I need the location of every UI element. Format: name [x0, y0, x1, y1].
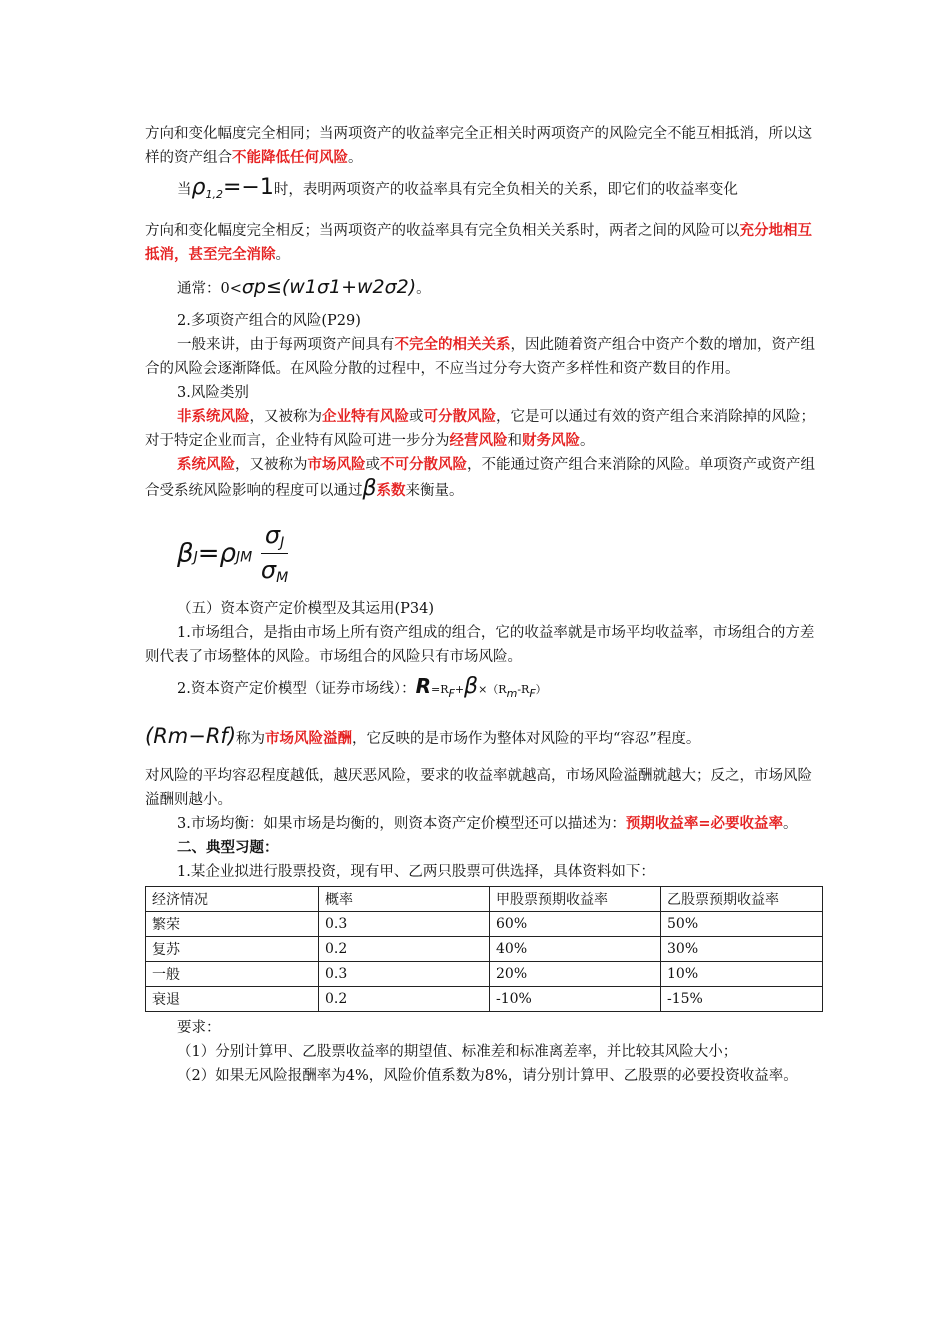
highlight-text: 非系统风险 [177, 409, 250, 425]
returns-table [145, 886, 823, 1012]
text: =R [431, 683, 449, 696]
text: 。 [580, 433, 595, 449]
text: 或 [365, 457, 380, 473]
table-cell: 衰退 [146, 987, 319, 1012]
text: ） [535, 683, 547, 696]
paragraph-portfolio-sigma [145, 267, 825, 309]
paragraph-exercise-intro: 1.某企业拟进行股票投资，现有甲、乙两只股票可供选择，具体资料如下： [177, 864, 655, 880]
math-subscript: 1,2 [205, 188, 223, 201]
math-subscript: m [506, 687, 518, 700]
math-beta: β [177, 538, 194, 569]
math-subscript: JM [236, 549, 253, 566]
text: -R [517, 683, 530, 696]
math-sigma: σ [260, 556, 277, 584]
text: 。 [348, 150, 363, 166]
text: ，因此随着资产组合中资产个数的增加，资产组合的风险会逐渐降低。在风险分散的过程中，不应当过分夸大资产多样性和资产数目的作用。 [145, 337, 815, 377]
table-cell: 20% [490, 962, 661, 987]
math-formula: (Rm−Rf) [145, 724, 237, 748]
heading-capm: （五）资本资产定价模型及其运用(P34) [177, 601, 435, 617]
text: 称为 [236, 731, 266, 747]
math-equals: = [197, 538, 220, 569]
paragraph-positive-correlation [145, 122, 825, 170]
text: ，又被称为 [235, 457, 308, 473]
text: 。 [416, 281, 431, 297]
text: 。 [275, 247, 290, 263]
table-cell: -15% [661, 987, 823, 1012]
table-cell: 一般 [146, 962, 319, 987]
table-cell: 60% [490, 912, 661, 937]
math-sigma: σ [264, 521, 281, 549]
text: 来衡量。 [405, 483, 464, 499]
heading-exercises: 二、典型习题： [177, 840, 279, 856]
paragraph-capm-formula [145, 669, 825, 711]
text: ×（R [478, 683, 507, 696]
highlight-text: 市场风险 [307, 457, 366, 473]
math-fraction [261, 521, 288, 586]
table-row [146, 937, 823, 962]
requirements-title: 要求： [177, 1020, 221, 1036]
text: 时，表明两项资产的收益率具有完全负相关的关系，即它们的收益率变化 [273, 182, 738, 198]
text: 通常：0< [177, 281, 242, 297]
table-cell: 0.3 [319, 962, 490, 987]
highlight-text: 充分地相互抵消，甚至完全消除 [145, 223, 812, 263]
paragraph-systematic-risk [145, 453, 825, 503]
table-cell: 10% [661, 962, 823, 987]
math-formula: σp≤(w1σ1+w2σ2) [241, 276, 417, 298]
text: + [454, 683, 465, 696]
table-cell: 30% [661, 937, 823, 962]
text: ，它反映的是市场作为整体对风险的平均“容忍”程度。 [352, 731, 701, 747]
table-cell: 0.3 [319, 912, 490, 937]
text: 。 [783, 816, 798, 832]
math-rho: ρ [191, 175, 206, 200]
math-r: R [415, 674, 431, 698]
table-cell: 40% [490, 937, 661, 962]
table-row [146, 962, 823, 987]
highlight-text: 不可分散风险 [380, 457, 467, 473]
requirement-item: （1）分别计算甲、乙股票收益率的期望值、标准差和标准离差率，并比较其风险大小； [177, 1044, 738, 1060]
math-subscript: F [529, 687, 536, 700]
table-row [146, 987, 823, 1012]
table-header: 概率 [319, 887, 490, 912]
paragraph-multi-asset [145, 333, 825, 381]
math-subscript: J [280, 535, 285, 551]
highlight-text: 不完全的相关关系 [394, 337, 511, 353]
math-subscript: M [276, 570, 289, 586]
paragraph-full-offset [145, 219, 825, 267]
table-cell: 50% [661, 912, 823, 937]
paragraph-market-equilibrium [145, 812, 825, 836]
highlight-text: 系统风险 [177, 457, 235, 473]
math-equals: =−1 [222, 175, 274, 200]
text: 方向和变化幅度完全相同；当两项资产的收益率完全正相关时两项资产的风险完全不能互相抵消，所以这样的资产组合 [145, 126, 812, 166]
highlight-text: 财务风险 [522, 433, 580, 449]
paragraph-market-portfolio: 1.市场组合，是指由市场上所有资产组成的组合，它的收益率就是市场平均收益率，市场组合的方差则代表了市场整体的风险。市场组合的风险只有市场风险。 [145, 625, 815, 665]
table-cell: 0.2 [319, 987, 490, 1012]
text: ，又被称为 [249, 409, 322, 425]
paragraph-market-premium [145, 711, 825, 764]
text: ，它是可以通过有效的资产组合来消除掉的风险；对于特定企业而言，企业特有风险可进一步分为 [145, 409, 815, 449]
table-cell: -10% [490, 987, 661, 1012]
heading-multi-asset-risk: 2.多项资产组合的风险(P29) [177, 313, 361, 329]
table-header-row [146, 887, 823, 912]
text: 和 [507, 433, 522, 449]
math-beta: β [362, 476, 377, 501]
text: 2.资本资产定价模型（证券市场线）： [177, 681, 416, 697]
highlight-text: 不能降低任何风险 [232, 150, 348, 166]
beta-formula [177, 521, 825, 591]
math-subscript: F [448, 687, 455, 700]
highlight-text: 企业特有风险 [322, 409, 409, 425]
table-cell: 0.2 [319, 937, 490, 962]
requirement-item: （2）如果无风险报酬率为4%，风险价值系数为8%，请分别计算甲、乙股票的必要投资收益率。 [177, 1068, 798, 1084]
table-header: 乙股票预期收益率 [661, 887, 823, 912]
highlight-text: 市场风险溢酬 [265, 731, 353, 747]
text: 当 [177, 182, 192, 198]
document-page [145, 122, 825, 1088]
table-cell: 复苏 [146, 937, 319, 962]
table-header: 甲股票预期收益率 [490, 887, 661, 912]
math-beta: β [464, 674, 479, 699]
highlight-text: 系数 [376, 483, 406, 499]
paragraph-risk-aversion: 对风险的平均容忍程度越低，越厌恶风险，要求的收益率就越高，市场风险溢酬就越大；反之，市场风险溢酬则越小。 [145, 768, 812, 808]
text: 方向和变化幅度完全相反；当两项资产的收益率具有完全负相关关系时，两者之间的风险可以 [145, 223, 740, 239]
highlight-text: 经营风险 [449, 433, 508, 449]
table-header: 经济情况 [146, 887, 319, 912]
math-rho: ρ [219, 538, 237, 569]
heading-risk-types: 3.风险类别 [177, 385, 249, 401]
text: 3.市场均衡：如果市场是均衡的，则资本资产定价模型还可以描述为： [177, 816, 626, 832]
table-cell: 繁荣 [146, 912, 319, 937]
table-row [146, 912, 823, 937]
text: 一般来讲，由于每两项资产间具有 [177, 337, 395, 353]
text: 或 [409, 409, 424, 425]
paragraph-unsystematic-risk [145, 405, 825, 453]
highlight-text: 可分散风险 [423, 409, 496, 425]
text: ，不能通过资产组合来消除的风险。单项资产或资产组合受系统风险影响的程度可以通过 [145, 457, 815, 499]
paragraph-negative-correlation [145, 170, 825, 213]
math-subscript: J [193, 549, 198, 566]
highlight-text: 预期收益率=必要收益率 [625, 816, 783, 832]
